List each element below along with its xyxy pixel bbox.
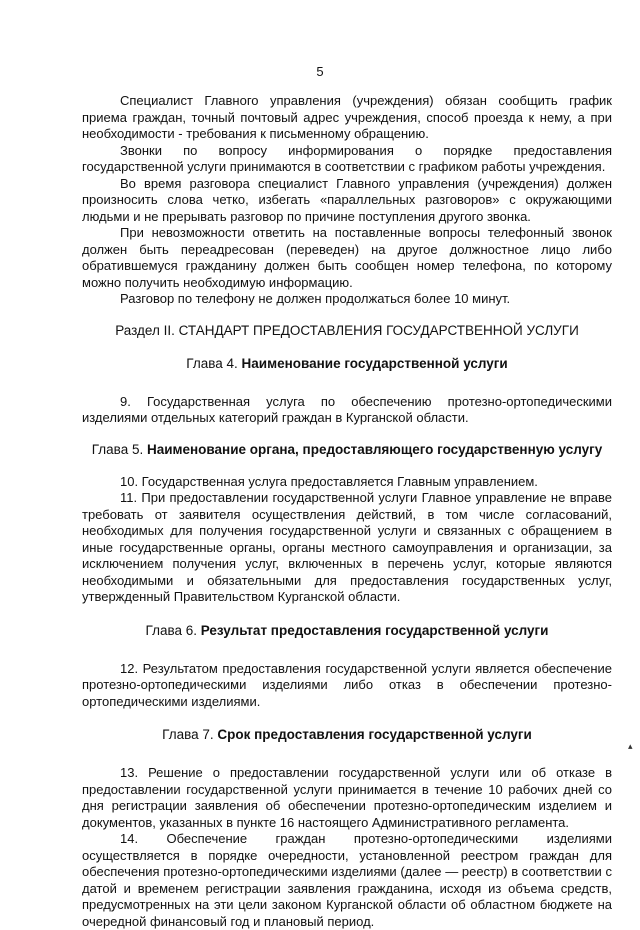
margin-mark-icon: ▴ — [628, 741, 633, 751]
paragraph-13: 13. Решение о предоставлении государственной услуги или об отказе в предоставлении государственной услуги принимается в течение 10 рабочих дней со дня регистрации заявления об обеспечении протезно-ортопедическим изделием и документов, указанных в пункте 16 настоящего Административного регламента. — [82, 765, 612, 830]
intro-paragraph-2: Звонки по вопросу информирования о порядке предоставления государственной услуги принимаются в соответствии с графиком работы учреждения. — [82, 142, 612, 174]
chapter-5-heading — [82, 441, 612, 458]
intro-paragraph-1: Специалист Главного управления (учреждения) обязан сообщить график приема граждан, точный почтовый адрес учреждения, способ проезда к нему, а при необходимости - требования к письменному обращению. — [82, 93, 612, 141]
chapter-4-title: Наименование государственной услуги — [241, 355, 508, 371]
paragraph-14: 14. Обеспечение граждан протезно-ортопедическими изделиями осуществляется в порядке очередности, установленной реестром граждан для обеспечения протезно-ортопедическими изделиями (далее — реестр) в соответствии с датой и временем регистрации заявления гражданина, исходя из объема средств, предусмотренных на эти цели законом Курганской области об областном бюджете на очередной финансовый год и плановый период. — [82, 831, 612, 929]
chapter-6-title: Результат предоставления государственной услуги — [200, 622, 549, 638]
chapter-5-prefix: Глава 5. — [91, 441, 147, 457]
paragraph-11: 11. При предоставлении государственной услуги Главное управление не вправе требовать от заявителя осуществления действий, в том числе согласований, необходимых для получения государственной услуги и связанных с обращением в иные государственные органы, органы местного самоуправления и организации, за исключением получения услуг, включенных в перечень услуг, которые являются необходимыми и обязательными для предоставления государственных услуг, утвержденный Правительством Курганской области. — [82, 490, 612, 604]
chapter-6-heading — [82, 622, 612, 639]
intro-paragraph-4: При невозможности ответить на поставленные вопросы телефонный звонок должен быть переадресован (переведен) на другое должностное лицо либо обратившемуся гражданину должен быть сообщен номер телефона, по которому можно получить необходимую информацию. — [82, 225, 612, 290]
chapter-7-title: Срок предоставления государственной услуги — [217, 727, 532, 742]
paragraph-10: 10. Государственная услуга предоставляется Главным управлением. — [120, 473, 538, 489]
chapter-4-prefix: Глава 4. — [186, 355, 242, 371]
chapter-5-title: Наименование органа, предоставляющего государственную услугу — [146, 441, 603, 457]
chapter-7-heading — [82, 726, 612, 743]
paragraph-9: 9. Государственная услуга по обеспечению протезно-ортопедическими изделиями отдельных категорий граждан в Курганской области. — [82, 393, 612, 425]
document-body — [82, 93, 612, 930]
page-number: 5 — [316, 64, 324, 79]
paragraph-12: 12. Результатом предоставления государственной услуги является обеспечение протезно-ортопедическими изделиями либо отказ в обеспечении протезно-ортопедическими изделиями. — [82, 660, 612, 709]
chapter-7-prefix: Глава 7. — [162, 727, 218, 742]
chapter-6-prefix: Глава 6. — [145, 622, 201, 638]
chapter-4-heading — [82, 355, 612, 372]
section-title: Раздел II. СТАНДАРТ ПРЕДОСТАВЛЕНИЯ ГОСУДАРСТВЕННОЙ УСЛУГИ — [115, 322, 579, 338]
intro-paragraph-3: Во время разговора специалист Главного управления (учреждения) должен произносить слова четко, избегать «параллельных разговоров» с окружающими людьми и не прерывать разговор по причине поступления другого звонка. — [82, 175, 612, 224]
intro-paragraph-5: Разговор по телефону не должен продолжаться более 10 минут. — [120, 291, 511, 306]
